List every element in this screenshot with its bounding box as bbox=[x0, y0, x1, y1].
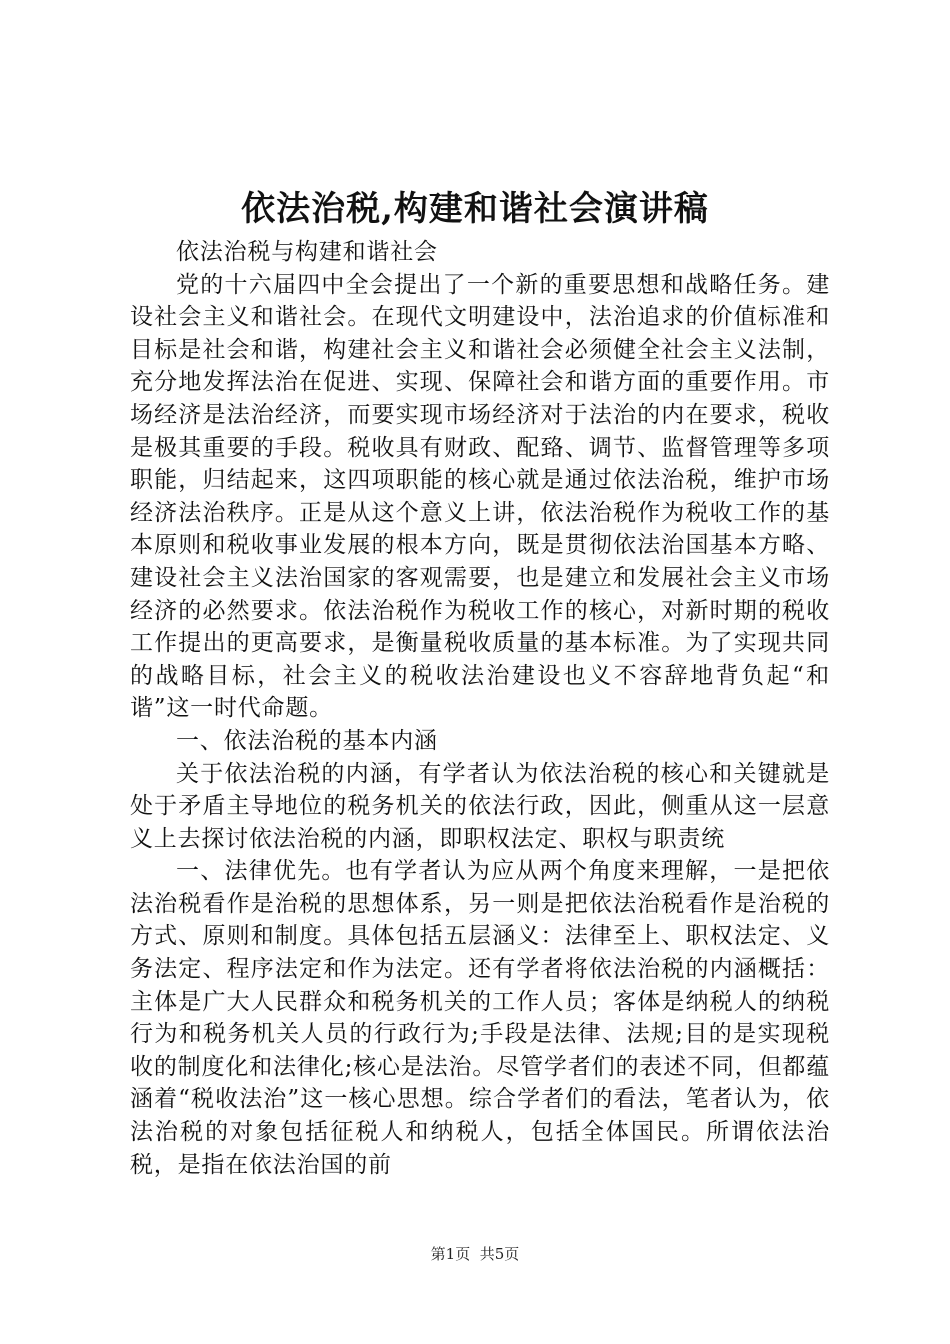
paragraph-introduction: 党的十六届四中全会提出了一个新的重要思想和战略任务。建设社会主义和谐社会。在现代文明建设中，法治追求的价值标准和目标是社会和谐，构建社会主义和谐社会必须健全社会主义法制，充分地发挥法治在促进、实现、保障社会和谐方面的重要作用。市场经济是法治经济，而要实现市场经济对于法治的内在要求，税收是极其重要的手段。税收具有财政、配臵、调节、监督管理等多项职能，归结起来，这四项职能的核心就是通过依法治税，维护市场经济法治秩序。正是从这个意义上讲，依法治税作为税收工作的基本原则和税收事业发展的根本方向，既是贯彻依法治国基本方略、建设社会主义法治国家的客观需要，也是建立和发展社会主义市场经济的必然要求。依法治税作为税收工作的核心，对新时期的税收工作提出的更高要求，是衡量税收质量的基本标准。为了实现共同的战略目标，社会主义的税收法治建设也义不容辞地背负起“和谐”这一时代命题。 bbox=[130, 271, 830, 722]
document-title: 依法治税,构建和谐社会演讲稿 bbox=[241, 189, 709, 229]
page-total: 共5页 bbox=[479, 1245, 520, 1263]
section-heading-basic-connotation: 一、依法治税的基本内涵 bbox=[176, 727, 438, 754]
paragraph-law-priority: 一、法律优先。也有学者认为应从两个角度来理解，一是把依法治税看作是治税的思想体系，另一则是把依法治税看作是治税的方式、原则和制度。具体包括五层涵义：法律至上、职权法定、义务法定、程序法定和作为法定。还有学者将依法治税的内涵概括：主体是广大人民群众和税务机关的工作人员；客体是纳税人的纳税行为和税务机关人员的行政行为;手段是法律、法规;目的是实现税收的制度化和法律化;核心是法治。尽管学者们的表述不同，但都蕴涵着“税收法治”这一核心思想。综合学者们的看法，笔者认为，依法治税的对象包括征税人和纳税人，包括全体国民。所谓依法治税，是指在依法治国的前 bbox=[130, 858, 830, 1178]
paragraph-subtitle: 依法治税与构建和谐社会 bbox=[176, 239, 438, 265]
page-footer bbox=[0, 1244, 950, 1264]
document-body bbox=[130, 236, 830, 1181]
page-number: 第1页 bbox=[430, 1245, 471, 1263]
paragraph-connotation-views: 关于依法治税的内涵，有学者认为依法治税的核心和关键就是处于矛盾主导地位的税务机关的依法行政，因此，侧重从这一层意义上去探讨依法治税的内涵，即职权法定、职权与职责统 bbox=[130, 760, 830, 852]
